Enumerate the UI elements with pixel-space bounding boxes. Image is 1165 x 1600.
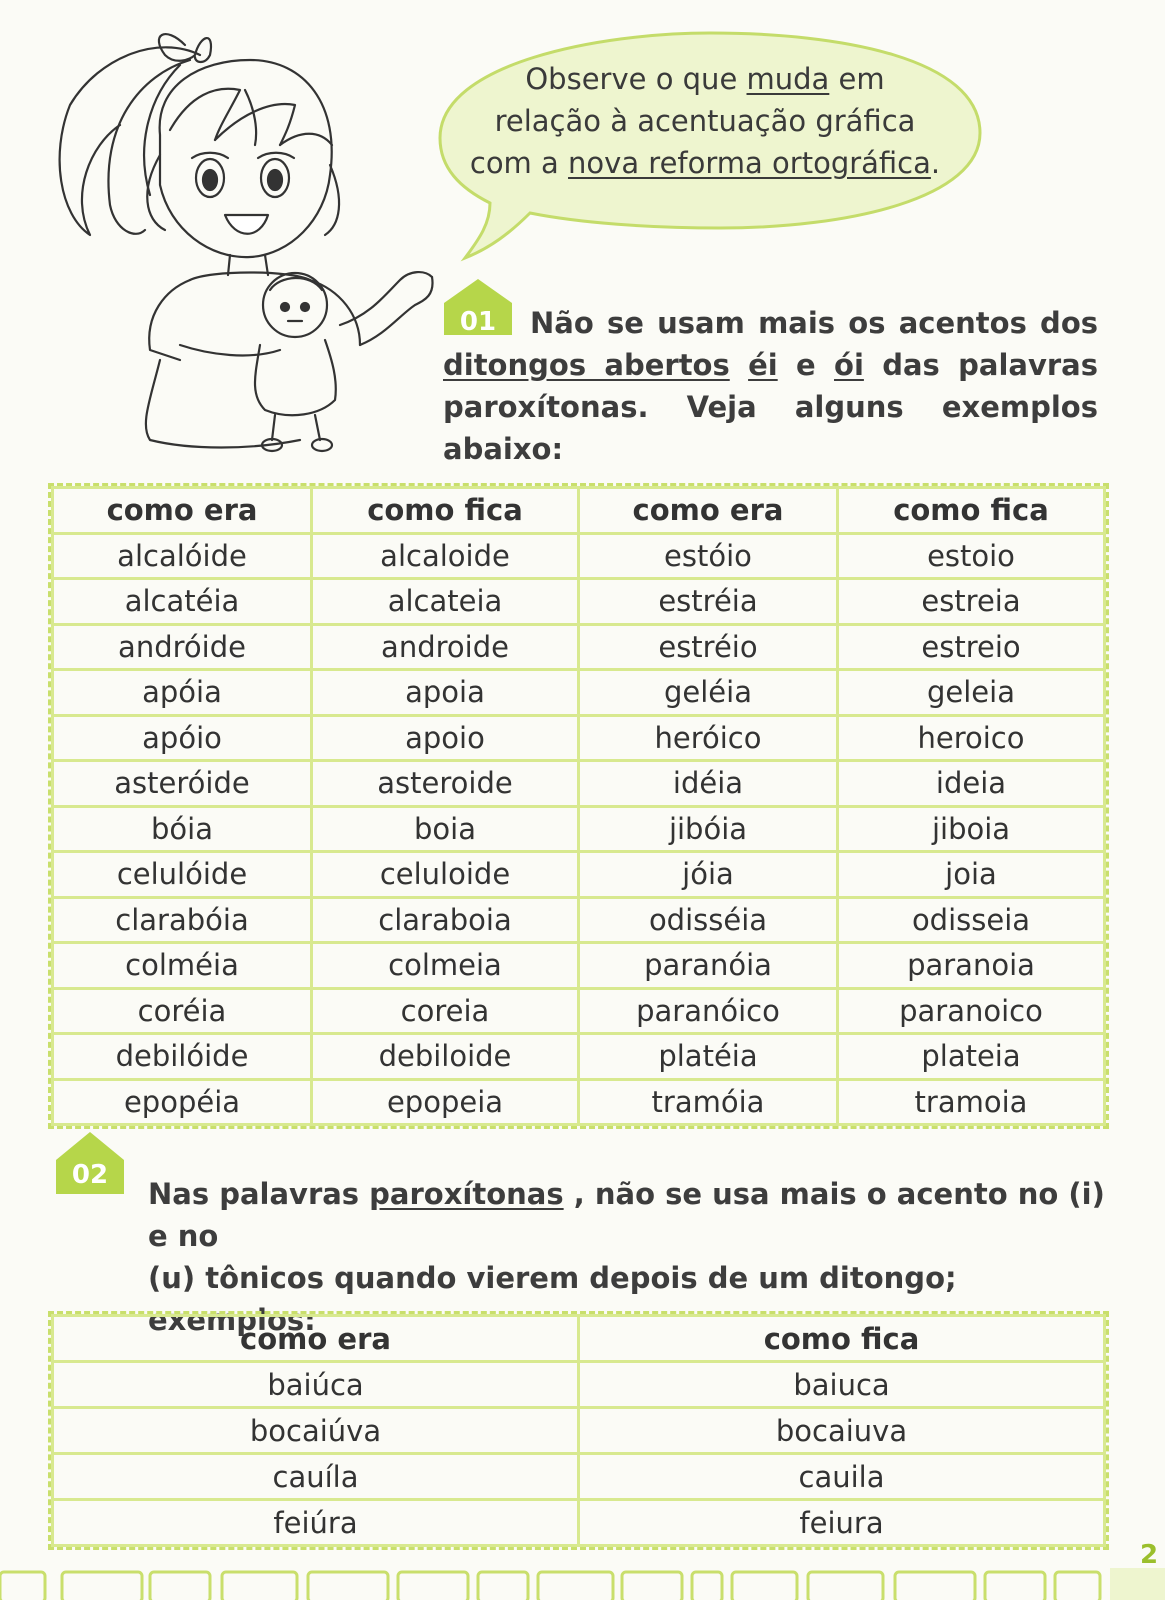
table-row bbox=[53, 988, 1105, 1034]
table-cell: alcaloide bbox=[312, 533, 579, 579]
table-cell: asteróide bbox=[53, 761, 312, 807]
table-cell: odisséia bbox=[578, 897, 837, 943]
header-como-fica: como fica bbox=[579, 1316, 1105, 1362]
table-cell: jiboia bbox=[838, 806, 1105, 852]
table-cell: apoio bbox=[312, 715, 579, 761]
table-cell: androide bbox=[312, 624, 579, 670]
table-row bbox=[53, 533, 1105, 579]
footer-decoration bbox=[0, 1568, 1165, 1600]
table-row bbox=[53, 1500, 1105, 1546]
table-cell: cauila bbox=[579, 1454, 1105, 1500]
table-cell: bocaiúva bbox=[53, 1408, 579, 1454]
table-cell: colméia bbox=[53, 943, 312, 989]
section-01-number: 01 bbox=[459, 307, 497, 337]
table-row bbox=[53, 852, 1105, 898]
section-01-text: Não se usam mais os acentos dos ditongos abertos éi e ói das palavras paroxítonas. Veja alguns exemplos abaixo: bbox=[443, 306, 1098, 466]
table-header-row bbox=[53, 488, 1105, 534]
table-cell: estóio bbox=[578, 533, 837, 579]
table-cell: cauíla bbox=[53, 1454, 579, 1500]
header-como-era-2: como era bbox=[578, 488, 837, 534]
accent-table-2 bbox=[51, 1314, 1106, 1547]
table-row bbox=[53, 1034, 1105, 1080]
table-cell: paranoia bbox=[838, 943, 1105, 989]
table-cell: platéia bbox=[578, 1034, 837, 1080]
table-row bbox=[53, 897, 1105, 943]
table-cell: apóio bbox=[53, 715, 312, 761]
table-cell: baiuca bbox=[579, 1362, 1105, 1408]
table-cell: feiura bbox=[579, 1500, 1105, 1546]
section-02-number: 02 bbox=[71, 1160, 109, 1190]
header-como-era-1: como era bbox=[53, 488, 312, 534]
table-cell: baiúca bbox=[53, 1362, 579, 1408]
table-row bbox=[53, 1362, 1105, 1408]
page-number: 2 bbox=[1140, 1540, 1159, 1570]
table-cell: apóia bbox=[53, 670, 312, 716]
table-cell: alcateia bbox=[312, 579, 579, 625]
table-cell: tramóia bbox=[578, 1079, 837, 1125]
table-cell: coreia bbox=[312, 988, 579, 1034]
table-cell: heróico bbox=[578, 715, 837, 761]
table-header-row bbox=[53, 1316, 1105, 1362]
table-cell: geléia bbox=[578, 670, 837, 716]
table-row bbox=[53, 1454, 1105, 1500]
table-cell: plateia bbox=[838, 1034, 1105, 1080]
table-cell: celulóide bbox=[53, 852, 312, 898]
table-row bbox=[53, 715, 1105, 761]
table-row bbox=[53, 670, 1105, 716]
table-cell: geleia bbox=[838, 670, 1105, 716]
table-cell: clarabóia bbox=[53, 897, 312, 943]
header-como-era: como era bbox=[53, 1316, 579, 1362]
table-cell: epopeia bbox=[312, 1079, 579, 1125]
table-cell: boia bbox=[312, 806, 579, 852]
table-cell: estreio bbox=[838, 624, 1105, 670]
table-row bbox=[53, 1408, 1105, 1454]
table-cell: andróide bbox=[53, 624, 312, 670]
table-cell: jibóia bbox=[578, 806, 837, 852]
table-cell: heroico bbox=[838, 715, 1105, 761]
header-como-fica-1: como fica bbox=[312, 488, 579, 534]
table-row bbox=[53, 943, 1105, 989]
table-cell: claraboia bbox=[312, 897, 579, 943]
bubble-text: Observe o que muda em relação à acentuação gráfica com a nova reforma ortográfica. bbox=[469, 62, 941, 180]
table-cell: estreia bbox=[838, 579, 1105, 625]
table-cell: bocaiuva bbox=[579, 1408, 1105, 1454]
table-cell: apoia bbox=[312, 670, 579, 716]
table-row bbox=[53, 806, 1105, 852]
table-cell: colmeia bbox=[312, 943, 579, 989]
table-cell: tramoia bbox=[838, 1079, 1105, 1125]
table-cell: estréia bbox=[578, 579, 837, 625]
table-cell: estoio bbox=[838, 533, 1105, 579]
table-cell: coréia bbox=[53, 988, 312, 1034]
table-cell: debiloide bbox=[312, 1034, 579, 1080]
table-cell: paranóico bbox=[578, 988, 837, 1034]
table-cell: odisseia bbox=[838, 897, 1105, 943]
girl-with-doll-illustration bbox=[40, 15, 440, 465]
header-como-fica-2: como fica bbox=[838, 488, 1105, 534]
table-cell: ideia bbox=[838, 761, 1105, 807]
table-cell: estréio bbox=[578, 624, 837, 670]
table-cell: epopéia bbox=[53, 1079, 312, 1125]
table-cell: alcatéia bbox=[53, 579, 312, 625]
section-02-text: Nas palavras paroxítonas , não se usa mais o acento no (i) e no (u) tônicos quando vierem depois de um ditongo; exemplos: bbox=[148, 1177, 1105, 1337]
table-row bbox=[53, 579, 1105, 625]
table-cell: paranoico bbox=[838, 988, 1105, 1034]
table-row bbox=[53, 761, 1105, 807]
table-cell: idéia bbox=[578, 761, 837, 807]
table-cell: debilóide bbox=[53, 1034, 312, 1080]
table-cell: bóia bbox=[53, 806, 312, 852]
table-row bbox=[53, 1079, 1105, 1125]
table-row bbox=[53, 624, 1105, 670]
table-cell: alcalóide bbox=[53, 533, 312, 579]
table-cell: feiúra bbox=[53, 1500, 579, 1546]
table-cell: asteroide bbox=[312, 761, 579, 807]
table-cell: jóia bbox=[578, 852, 837, 898]
accent-table-1 bbox=[51, 486, 1106, 1126]
table-cell: celuloide bbox=[312, 852, 579, 898]
table-cell: joia bbox=[838, 852, 1105, 898]
table-cell: paranóia bbox=[578, 943, 837, 989]
